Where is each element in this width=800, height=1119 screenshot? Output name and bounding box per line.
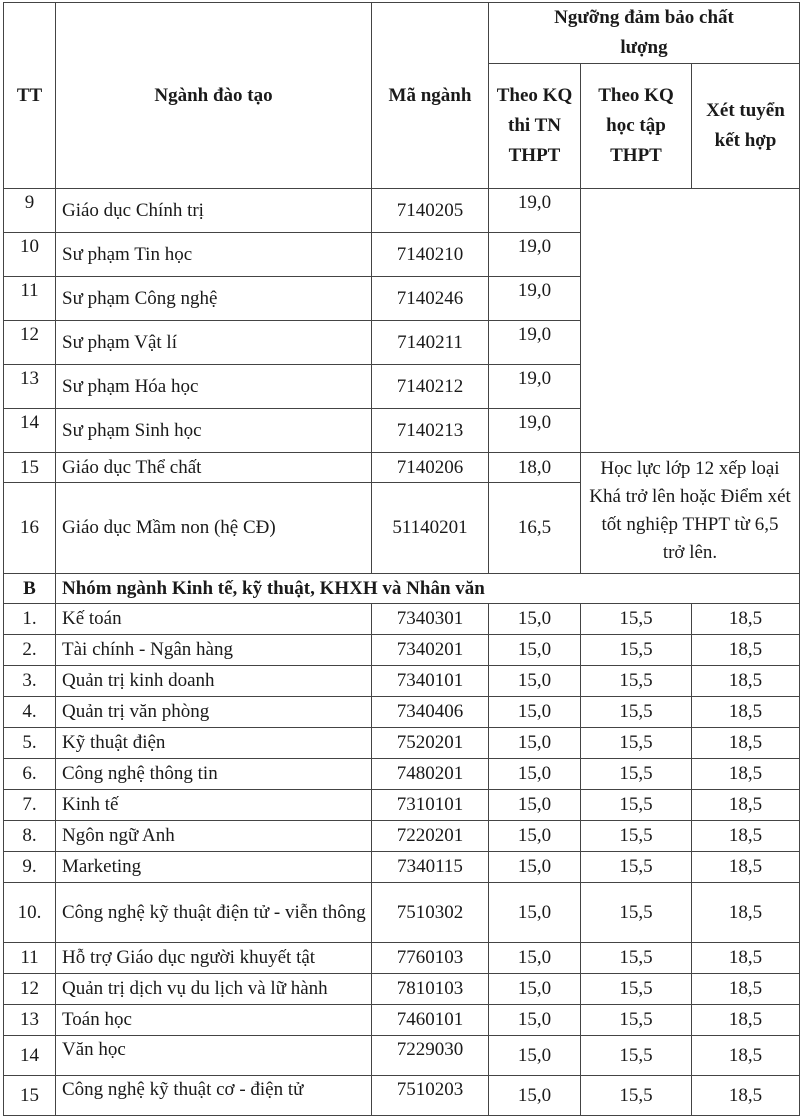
row-code: 7140213 xyxy=(372,409,489,453)
row-code: 7140212 xyxy=(372,365,489,409)
row-tt: 4. xyxy=(4,697,56,728)
table-row xyxy=(4,943,800,974)
row-transcript: 15,5 xyxy=(581,697,692,728)
row-exam: 15,0 xyxy=(489,1005,581,1036)
header-tt: TT xyxy=(4,3,56,189)
row-combined: 18,5 xyxy=(692,1005,800,1036)
row-tt: 16 xyxy=(4,483,56,574)
table-row xyxy=(4,697,800,728)
group-title: Nhóm ngành Kinh tế, kỹ thuật, KHXH và Nhân văn xyxy=(56,574,800,604)
row-code: 7140210 xyxy=(372,233,489,277)
row-tt: 15 xyxy=(4,453,56,483)
row-exam: 18,0 xyxy=(489,453,581,483)
row-program: Công nghệ thông tin xyxy=(56,759,372,790)
row-program: Marketing xyxy=(56,852,372,883)
row-tt: 12 xyxy=(4,321,56,365)
row-program: Giáo dục Chính trị xyxy=(56,189,372,233)
row-tt: 7. xyxy=(4,790,56,821)
row-tt: 11 xyxy=(4,277,56,321)
row-combined: 18,5 xyxy=(692,821,800,852)
row-transcript: 15,5 xyxy=(581,1005,692,1036)
row-tt: 10 xyxy=(4,233,56,277)
row-program: Quản trị dịch vụ du lịch và lữ hành xyxy=(56,974,372,1005)
row-code: 7310101 xyxy=(372,790,489,821)
row-tt: 3. xyxy=(4,666,56,697)
row-program: Sư phạm Công nghệ xyxy=(56,277,372,321)
row-tt: 2. xyxy=(4,635,56,666)
row-program: Giáo dục Mầm non (hệ CĐ) xyxy=(56,483,372,574)
row-exam: 19,0 xyxy=(489,321,581,365)
row-exam: 15,0 xyxy=(489,790,581,821)
header-exam: Theo KQ thi TN THPT xyxy=(489,64,581,189)
row-exam: 15,0 xyxy=(489,697,581,728)
row-program: Kế toán xyxy=(56,604,372,635)
row-code: 7810103 xyxy=(372,974,489,1005)
row-exam: 15,0 xyxy=(489,1076,581,1116)
row-code: 7340201 xyxy=(372,635,489,666)
row-code: 51140201 xyxy=(372,483,489,574)
row-program: Sư phạm Hóa học xyxy=(56,365,372,409)
row-transcript: 15,5 xyxy=(581,883,692,943)
row-transcript: 15,5 xyxy=(581,790,692,821)
row-program: Toán học xyxy=(56,1005,372,1036)
row-program: Sư phạm Vật lí xyxy=(56,321,372,365)
table-row xyxy=(4,790,800,821)
row-code: 7460101 xyxy=(372,1005,489,1036)
header-combined: Xét tuyển kết hợp xyxy=(692,64,800,189)
row-program: Hỗ trợ Giáo dục người khuyết tật xyxy=(56,943,372,974)
table-row xyxy=(4,759,800,790)
row-tt: 14 xyxy=(4,409,56,453)
row-code: 7229030 xyxy=(372,1036,489,1076)
row-code: 7480201 xyxy=(372,759,489,790)
row-tt: 9 xyxy=(4,189,56,233)
row-transcript: 15,5 xyxy=(581,1036,692,1076)
row-tt: 5. xyxy=(4,728,56,759)
table-row xyxy=(4,1076,800,1116)
row-code: 7340101 xyxy=(372,666,489,697)
row-program: Ngôn ngữ Anh xyxy=(56,821,372,852)
admission-threshold-table xyxy=(3,2,800,1116)
header-code: Mã ngành xyxy=(372,3,489,189)
empty-cell xyxy=(581,189,800,453)
table-row xyxy=(4,852,800,883)
row-tt: 10. xyxy=(4,883,56,943)
row-program: Giáo dục Thể chất xyxy=(56,453,372,483)
group-a-body xyxy=(4,189,800,574)
row-combined: 18,5 xyxy=(692,1036,800,1076)
row-program: Công nghệ kỹ thuật điện tử - viễn thông xyxy=(56,883,372,943)
row-program: Quản trị văn phòng xyxy=(56,697,372,728)
row-combined: 18,5 xyxy=(692,974,800,1005)
table-row xyxy=(4,453,800,483)
header-transcript: Theo KQ học tập THPT xyxy=(581,64,692,189)
group-b-body xyxy=(4,574,800,1116)
table-row xyxy=(4,604,800,635)
row-exam: 19,0 xyxy=(489,277,581,321)
row-exam: 19,0 xyxy=(489,233,581,277)
table-row xyxy=(4,883,800,943)
row-transcript: 15,5 xyxy=(581,1076,692,1116)
row-combined: 18,5 xyxy=(692,759,800,790)
row-tt: 6. xyxy=(4,759,56,790)
row-code: 7140206 xyxy=(372,453,489,483)
row-program: Kỹ thuật điện xyxy=(56,728,372,759)
row-code: 7140211 xyxy=(372,321,489,365)
row-exam: 15,0 xyxy=(489,759,581,790)
row-transcript: 15,5 xyxy=(581,604,692,635)
row-combined: 18,5 xyxy=(692,697,800,728)
row-combined: 18,5 xyxy=(692,943,800,974)
row-code: 7140246 xyxy=(372,277,489,321)
table-row xyxy=(4,1005,800,1036)
row-combined: 18,5 xyxy=(692,666,800,697)
row-tt: 11 xyxy=(4,943,56,974)
row-code: 7340406 xyxy=(372,697,489,728)
row-transcript: 15,5 xyxy=(581,943,692,974)
row-program: Kinh tế xyxy=(56,790,372,821)
table-row xyxy=(4,1036,800,1076)
row-exam: 15,0 xyxy=(489,604,581,635)
row-tt: 15 xyxy=(4,1076,56,1116)
header-threshold-group: Ngưỡng đảm bảo chất lượng xyxy=(489,3,800,64)
row-exam: 15,0 xyxy=(489,666,581,697)
row-combined: 18,5 xyxy=(692,883,800,943)
row-combined: 18,5 xyxy=(692,790,800,821)
row-transcript: 15,5 xyxy=(581,635,692,666)
row-exam: 19,0 xyxy=(489,189,581,233)
row-combined: 18,5 xyxy=(692,728,800,759)
row-transcript: 15,5 xyxy=(581,728,692,759)
row-exam: 15,0 xyxy=(489,821,581,852)
row-program: Sư phạm Tin học xyxy=(56,233,372,277)
row-transcript: 15,5 xyxy=(581,821,692,852)
row-exam: 15,0 xyxy=(489,943,581,974)
row-transcript: 15,5 xyxy=(581,759,692,790)
row-exam: 16,5 xyxy=(489,483,581,574)
row-exam: 19,0 xyxy=(489,365,581,409)
group-label: B xyxy=(4,574,56,604)
requirement-note: Học lực lớp 12 xếp loại Khá trở lên hoặc Điểm xét tốt nghiệp THPT từ 6,5 trở lên. xyxy=(581,453,800,574)
group-header-row xyxy=(4,574,800,604)
row-tt: 9. xyxy=(4,852,56,883)
row-code: 7220201 xyxy=(372,821,489,852)
row-program: Quản trị kinh doanh xyxy=(56,666,372,697)
row-tt: 14 xyxy=(4,1036,56,1076)
header-program: Ngành đào tạo xyxy=(56,3,372,189)
row-program: Công nghệ kỹ thuật cơ - điện tử xyxy=(56,1076,372,1116)
row-code: 7340301 xyxy=(372,604,489,635)
row-combined: 18,5 xyxy=(692,1076,800,1116)
row-combined: 18,5 xyxy=(692,852,800,883)
table-row xyxy=(4,974,800,1005)
table-row xyxy=(4,189,800,233)
table-row xyxy=(4,728,800,759)
row-exam: 15,0 xyxy=(489,1036,581,1076)
row-combined: 18,5 xyxy=(692,604,800,635)
row-tt: 1. xyxy=(4,604,56,635)
row-program: Tài chính - Ngân hàng xyxy=(56,635,372,666)
row-tt: 8. xyxy=(4,821,56,852)
row-transcript: 15,5 xyxy=(581,852,692,883)
row-tt: 12 xyxy=(4,974,56,1005)
row-program: Sư phạm Sinh học xyxy=(56,409,372,453)
row-transcript: 15,5 xyxy=(581,666,692,697)
row-code: 7520201 xyxy=(372,728,489,759)
row-code: 7510203 xyxy=(372,1076,489,1116)
table-row xyxy=(4,666,800,697)
row-code: 7510302 xyxy=(372,883,489,943)
row-tt: 13 xyxy=(4,365,56,409)
row-exam: 15,0 xyxy=(489,974,581,1005)
row-code: 7760103 xyxy=(372,943,489,974)
table-row xyxy=(4,821,800,852)
row-combined: 18,5 xyxy=(692,635,800,666)
row-transcript: 15,5 xyxy=(581,974,692,1005)
row-exam: 15,0 xyxy=(489,728,581,759)
row-tt: 13 xyxy=(4,1005,56,1036)
row-exam: 15,0 xyxy=(489,883,581,943)
row-exam: 15,0 xyxy=(489,635,581,666)
row-code: 7140205 xyxy=(372,189,489,233)
row-program: Văn học xyxy=(56,1036,372,1076)
row-exam: 19,0 xyxy=(489,409,581,453)
table-row xyxy=(4,635,800,666)
row-exam: 15,0 xyxy=(489,852,581,883)
row-code: 7340115 xyxy=(372,852,489,883)
